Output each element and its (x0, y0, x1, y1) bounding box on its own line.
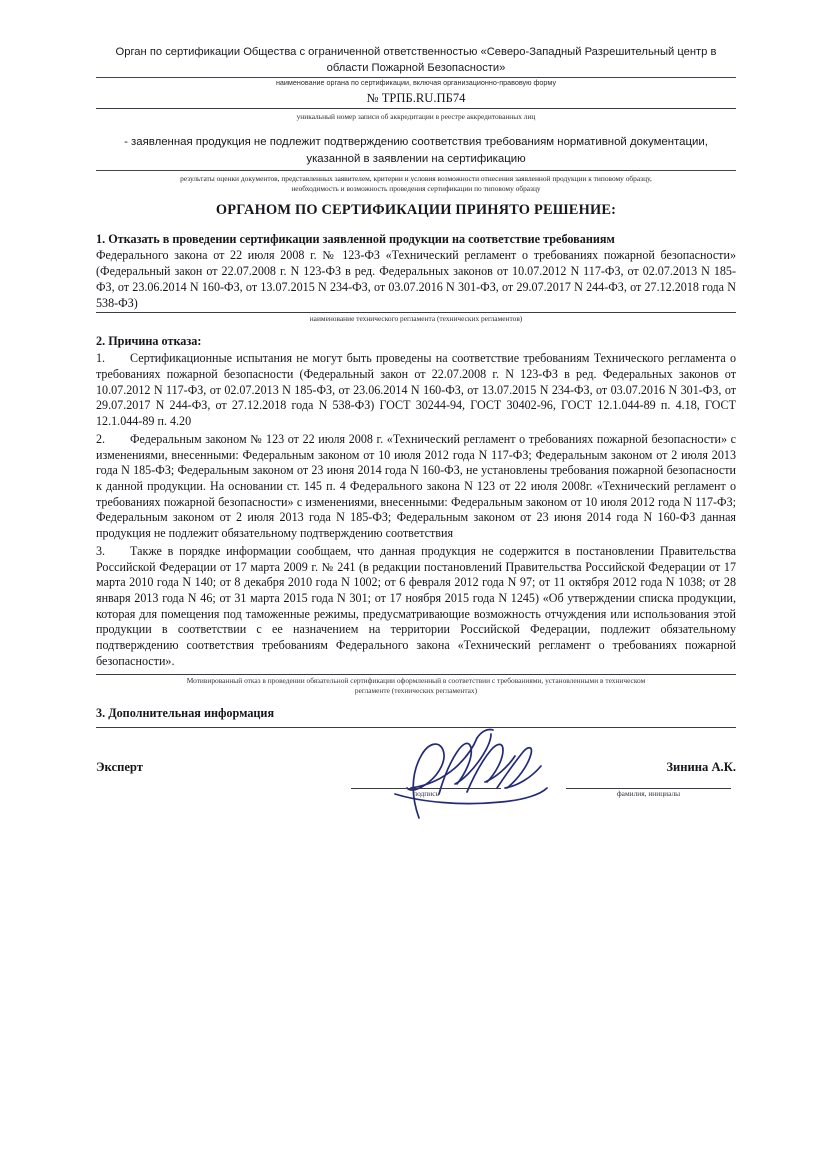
reason-text: Федеральным законом № 123 от 22 июля 2008 г. «Технический регламент о требованиях пожарной безопасности» с изменениями, внесенными: Федеральным законом от 10 июля 2012 года N 117-ФЗ; Федеральным законом от 2 июля 2013 года N 185-ФЗ; Федеральным законом от 23 июня 2014 года N 160-ФЗ, не установлены требования пожарной безопасности к данной продукции. На основании ст. 145 п. 4 Федерального закона N 123 от 22 июля 2008г. «Технический регламент о требованиях пожарной безопасности» с изменениями, внесенными: Федеральным законом от 10 июля 2012 года N 117-ФЗ; Федеральным законом от 2 июля 2013 года N 185-ФЗ; Федеральным законом от 23 июня 2014 года N 160-ФЗ данная продукция не подлежит обязательному подтверждению соответствия (96, 431, 736, 541)
declaration-caption-line1: результаты оценки документов, представленных заявителем, критерии и условия возможности отнесения заявленной продукции к типовому образцу, (180, 174, 652, 184)
divider-declaration (96, 170, 736, 171)
declaration-caption-line2: необходимость и возможность проведения сертификации по типовому образцу (291, 184, 541, 194)
section1-body: Федерального закона от 22 июля 2008 г. № 123-ФЗ «Технический регламент о требованиях пожарной безопасности» (Федеральный закон от 22.07.2008 г. N 123-ФЗ в ред. Федеральных законов от 10.07.2012 N 117-ФЗ, от 02.07.2013 N 185-ФЗ, от 23.06.2014 N 160-ФЗ, от 13.07.2015 N 234-ФЗ, от 03.07.2016 N 301-ФЗ, от 29.07.2017 N 244-ФЗ, от 27.12.2018 года N 538-ФЗ) (96, 248, 736, 310)
certification-body-name: Орган по сертификации Общества с ограниченной ответственностью «Северо-Западный Разрешительный центр в области Пожарной Безопасности» (115, 46, 717, 75)
reason-marker: 2. (96, 431, 106, 446)
signature-caption: подпись (413, 789, 439, 799)
reason-text: Сертификационные испытания не могут быть проведены на соответствие требованиям Технического регламента о требованиях пожарной безопасности (Федеральный закон от 22.07.2008 г. N 123-ФЗ в ред. Федеральных законов от 10.07.2012 N 117-ФЗ, от 02.07.2013 N 185-ФЗ, от 23.06.2014 N 160-ФЗ, от 13.07.2015 N 234-ФЗ, от 03.07.2016 N 301-ФЗ, от 29.07.2017 N 244-ФЗ, от 27.12.2018 года N 538-ФЗ) ГОСТ 30244-94, ГОСТ 30402-96, ГОСТ 12.1.044-89 п. 4.18, ГОСТ 12.1.044-89 п. 4.20 (96, 351, 736, 429)
reason-text: Также в порядке информации сообщаем, что данная продукция не содержится в постановлении Правительства Российской Федерации от 17 марта 2009 г. № 241 (в редакции постановлений Правительства Российской Федерации от 17 марта 2010 года N 140; от 8 декабря 2010 года N 1002; от 6 февраля 2012 года N 97; от 11 октября 2012 года N 1038; от 28 января 2013 года N 46; от 31 марта 2015 года N 301; от 17 ноября 2015 года N 1245) «Об утверждении списка продукции, которая для помещения под таможенные режимы, предусматривающие возможность отчуждения или использования этой продукции в соответствии с ее назначением на территории Российской Федерации, подлежит обязательному подтверждению соответствия требованиям Федерального закона «Технический регламент о требованиях пожарной безопасности». (96, 543, 736, 668)
section2-caption-line1: Мотивированный отказ в проведении обязательной сертификации оформленный в соответствии с требованиями, установленными в техническом (186, 675, 646, 685)
divider-section1 (96, 312, 736, 313)
accreditation-number: № ТРПБ.RU.ПБ74 (366, 91, 466, 106)
divider-section3 (96, 727, 736, 728)
signature-block (96, 752, 736, 810)
signature-person-name: Зинина А.К. (666, 760, 736, 775)
section3-heading: 3. Дополнительная информация (96, 706, 275, 721)
signature-role: Эксперт (96, 760, 143, 775)
name-caption: фамилия, инициалы (616, 789, 681, 799)
section2-heading: 2. Причина отказа: (96, 334, 202, 349)
decision-title: ОРГАНОМ ПО СЕРТИФИКАЦИИ ПРИНЯТО РЕШЕНИЕ: (215, 202, 617, 219)
reason-marker: 3. (96, 543, 106, 558)
document-content (96, 44, 736, 810)
accreditation-caption: уникальный номер записи об аккредитации в реестре аккредитованных лиц (296, 112, 536, 122)
reason-marker: 1. (96, 351, 106, 366)
certification-body-caption: наименование органа по сертификации, включая организационно-правовую форму (275, 78, 557, 88)
declaration-text: - заявленная продукция не подлежит подтверждению соответствия требованиям нормативной документации, указанной в заявлении на сертификацию (124, 136, 708, 166)
section2-caption-line2: регламенте (технических регламентах) (354, 685, 478, 695)
reason-item (96, 432, 736, 542)
section1-heading: 1. Отказать в проведении сертификации заявленной продукции на соответствие требованиям (96, 232, 615, 247)
section1-caption: наименование технического регламента (технических регламентов) (309, 314, 523, 324)
divider-section2 (96, 674, 736, 675)
reason-item (96, 351, 736, 430)
handwritten-signature (381, 722, 571, 822)
reason-item (96, 544, 736, 670)
divider-accreditation (96, 108, 736, 109)
